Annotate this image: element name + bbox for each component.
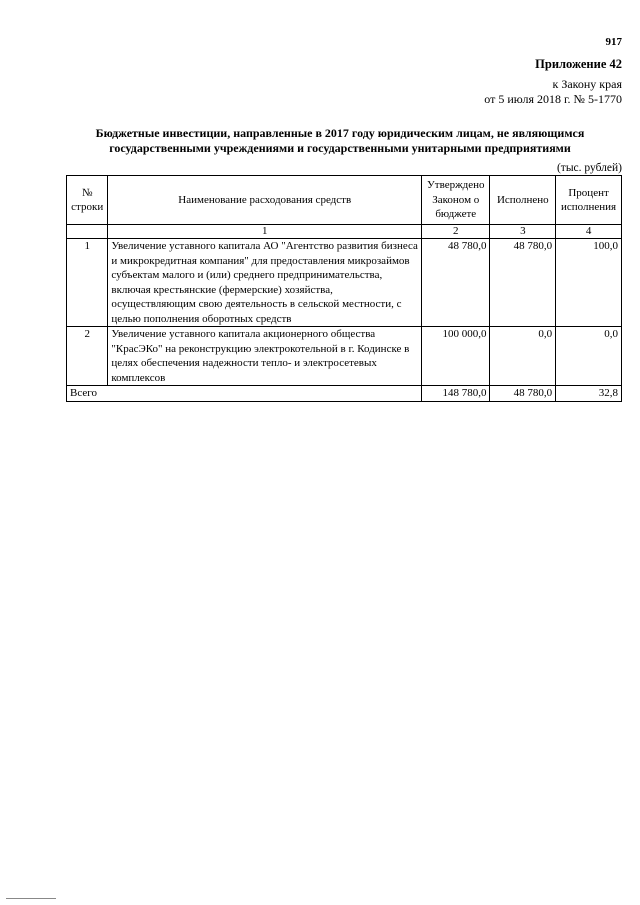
header-row-number: № строки	[67, 176, 108, 225]
row-executed: 0,0	[490, 327, 556, 386]
document-title	[60, 126, 620, 156]
column-number-row	[67, 225, 622, 239]
column-number-4: 4	[556, 225, 622, 239]
total-percent: 32,8	[556, 386, 622, 402]
units-label: (тыс. рублей)	[556, 162, 622, 174]
row-approved: 48 780,0	[422, 239, 490, 327]
total-row	[67, 386, 622, 402]
row-executed: 48 780,0	[490, 239, 556, 327]
document-title-line-1: Бюджетные инвестиции, направленные в 2017 году юридическим лицам, не являющимся	[95, 126, 585, 140]
table-row	[67, 239, 622, 327]
row-percent: 100,0	[556, 239, 622, 327]
header-name: Наименование расходования средств	[108, 176, 422, 225]
budget-investments-table	[66, 175, 622, 402]
row-number: 1	[67, 239, 108, 327]
row-number: 2	[67, 327, 108, 386]
document-title-line-2: государственными учреждениями и государственными унитарными предприятиями	[109, 141, 571, 155]
row-approved: 100 000,0	[422, 327, 490, 386]
header-percent: Процент исполнения	[556, 176, 622, 225]
page-number: 917	[605, 36, 622, 48]
table-header-row	[67, 176, 622, 225]
appendix-title: Приложение 42	[535, 57, 622, 71]
scan-edge-mark	[6, 898, 56, 901]
total-approved: 148 780,0	[422, 386, 490, 402]
column-number-1: 1	[108, 225, 422, 239]
column-number-blank	[67, 225, 108, 239]
column-number-2: 2	[422, 225, 490, 239]
row-percent: 0,0	[556, 327, 622, 386]
total-label: Всего	[67, 386, 422, 402]
row-name: Увеличение уставного капитала АО "Агентство развития бизнеса и микрокредитная компания" для предоставления микрозаймов субъектам малого и (или) среднего предпринимательства, включая крестьянские (фермерские) хозяйства, осуществляющим свою деятельность в сельской местности, с целью пополнения оборотных средств	[108, 239, 422, 327]
appendix-date: от 5 июля 2018 г. № 5-1770	[484, 92, 622, 106]
header-approved: Утверждено Законом о бюджете	[422, 176, 490, 225]
row-name: Увеличение уставного капитала акционерного общества "КрасЭКо" на реконструкцию электрокотельной в г. Кодинске в целях обеспечения надежности тепло- и электросетевых комплексов	[108, 327, 422, 386]
column-number-3: 3	[490, 225, 556, 239]
appendix-law-reference: к Закону края	[552, 77, 622, 91]
total-executed: 48 780,0	[490, 386, 556, 402]
table-row	[67, 327, 622, 386]
header-executed: Исполнено	[490, 176, 556, 225]
